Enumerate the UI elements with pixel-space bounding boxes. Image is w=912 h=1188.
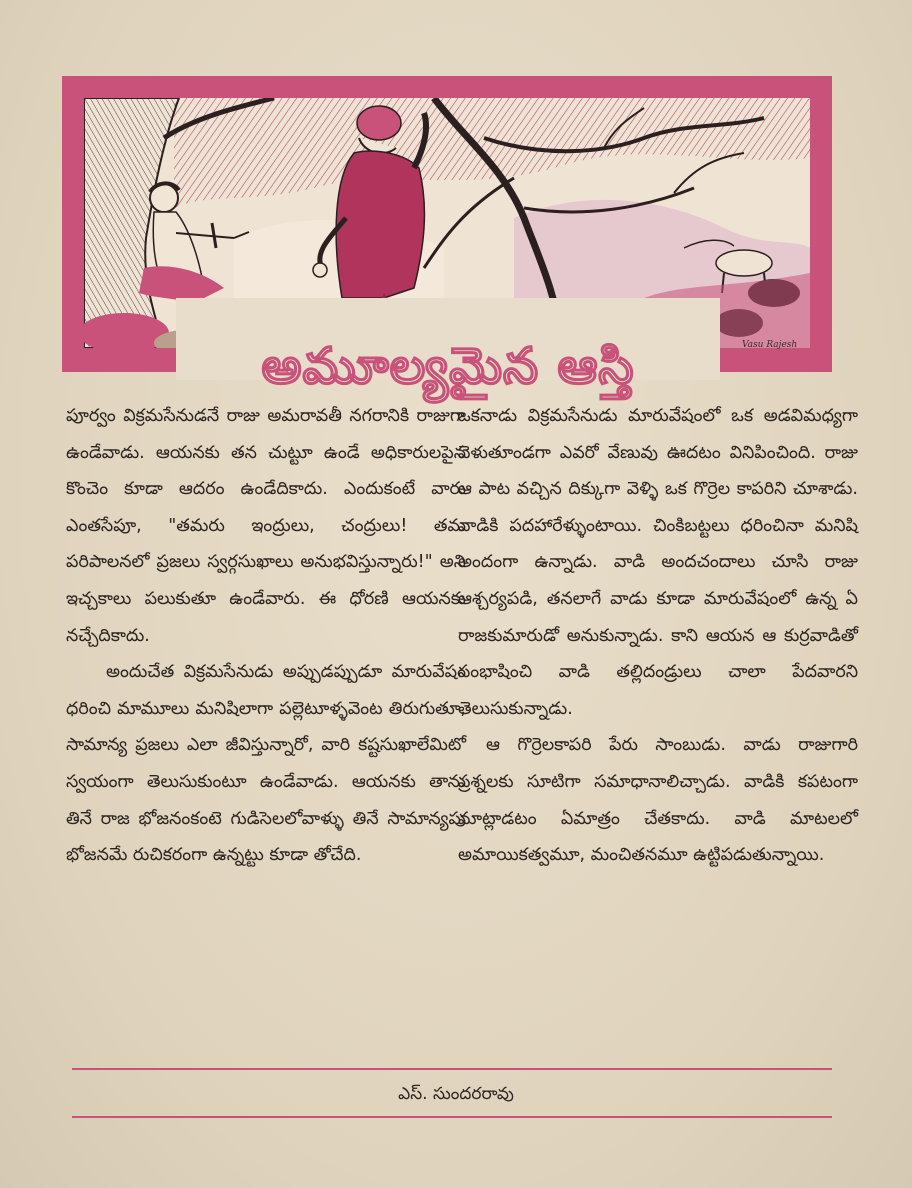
illustration-signature: Vasu Rajesh [742,340,798,350]
author-name: ఎస్. సుందరరావు [398,1084,514,1104]
right-paragraph-2: ఆ గొర్రెలకాపరి పేరు సాంబుడు. వాడు రాజుగారి ప్రశ్నలకు సూటిగా సమాధానాలిచ్చాడు. వాడికి కపటంగా మాట్లాడటం ఏమాత్రం చేతకాదు. వాడి మాటలలో అమాయికత్వమూ, మంచితనమూ ఉట్టిపడుతున్నాయి. [458,735,858,866]
footer-rule-top [72,1068,832,1070]
right-column [458,398,858,874]
page-title: అమూల్యమైన ఆస్తి [261,337,635,395]
left-column [66,398,466,874]
footer-rule-bottom [72,1116,832,1118]
right-paragraph-1: ఒకనాడు విక్రమసేనుడు మారువేషంలో ఒక అడవిమధ్యగా వెళుతూండగా ఎవరో వేణువు ఊదటం వినిపించింది. రాజు ఆ పాట వచ్చిన దిక్కుగా వెళ్ళి ఒక గొర్రెల కాపరిని చూశాడు. వాడికి పదహారేళ్ళుంటాయి. చింకిబట్టలు ధరించినా మనిషి అందంగా ఉన్నాడు. వాడి అందచందాలు చూసి రాజు ఆశ్చర్యపడి, తనలాగే వాడు కూడా మారువేషంలో ఉన్న ఏ రాజకుమారుడో అనుకున్నాడు. కాని ఆయన ఆ కుర్రవాడితో సంభాషించి వాడి తల్లిదండ్రులు చాలా పేదవారని తెలుసుకున్నాడు. [458,406,858,719]
left-paragraph-2: అందుచేత విక్రమసేనుడు అప్పుడప్పుడూ మారువేషం ధరించి మామూలు మనిషిలాగా పల్లెటూళ్ళవెంట తిరుగుతూ, సామాన్య ప్రజలు ఎలా జీవిస్తున్నారో, వారి కష్టసుఖాలేమిటో స్వయంగా తెలుసుకుంటూ ఉండేవాడు. ఆయనకు తాను తినే రాజ భోజనంకంటె గుడిసెలలోవాళ్ళు తినే సామాన్యపు భోజనమే రుచికరంగా ఉన్నట్టు కూడా తోచేది. [66,662,466,866]
left-paragraph-1: పూర్వం విక్రమసేనుడనే రాజు అమరావతీ నగరానికి రాజుగా ఉండేవాడు. ఆయనకు తన చుట్టూ ఉండే అధికారులపైన కొంచెం కూడా ఆదరం ఉండేదికాదు. ఎందుకంటే వారు ఎంతసేపూ, "తమరు ఇంద్రులు, చంద్రులు! తమ పరిపాలనలో ప్రజలు స్వర్గసుఖాలు అనుభవిస్తున్నారు!" అని ఇచ్చకాలు పలుకుతూ ఉండేవారు. ఈ ధోరణి ఆయనకు నచ్చేదికాదు. [66,406,466,646]
